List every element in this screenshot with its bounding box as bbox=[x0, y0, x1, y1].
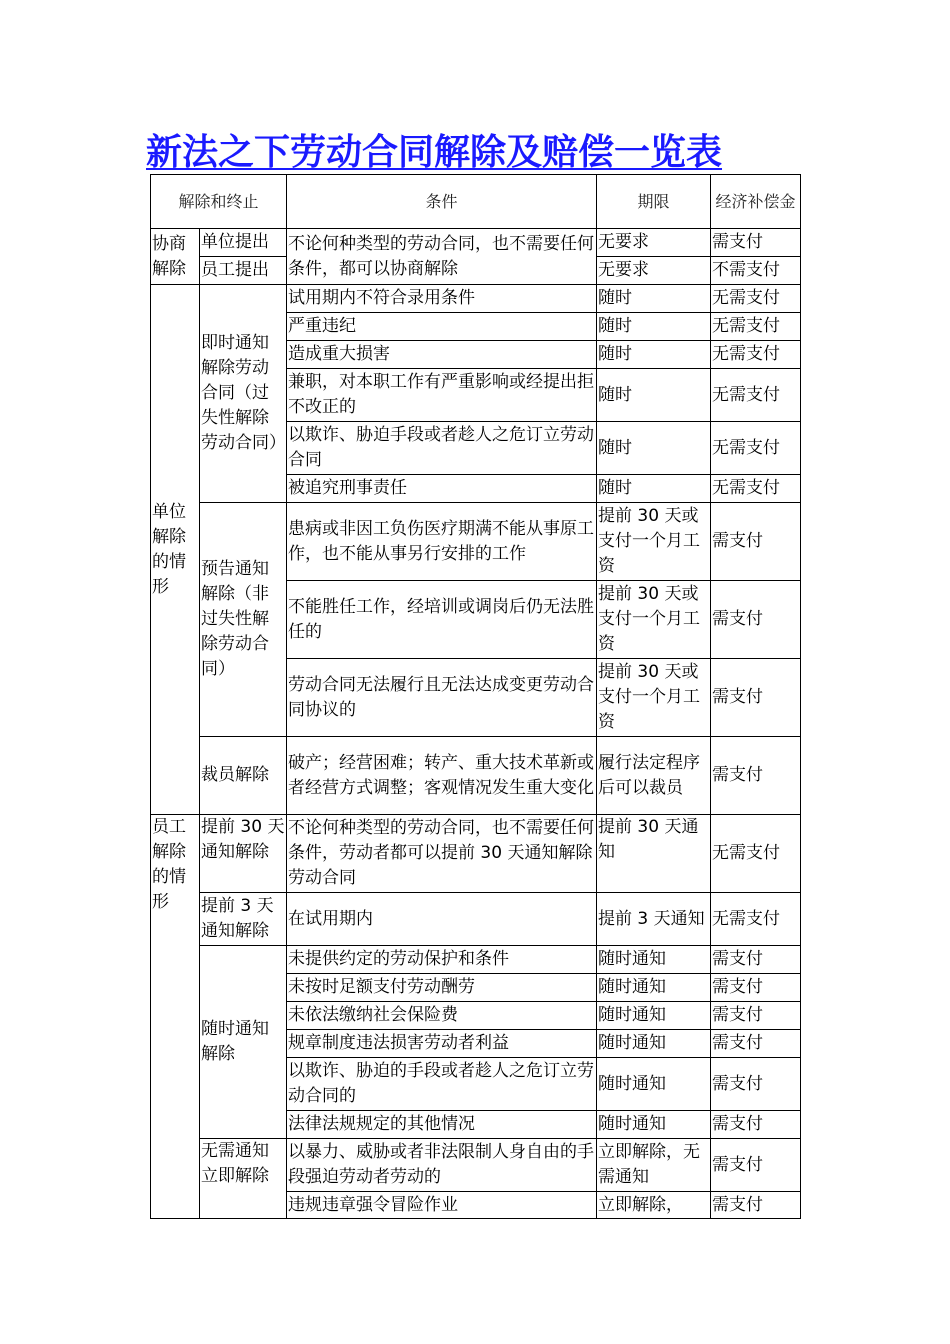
condition-cell: 以欺诈、胁迫的手段或者趁人之危订立劳动合同的 bbox=[287, 1058, 597, 1111]
period-cell: 提前 30 天或支付一个月工资 bbox=[597, 659, 711, 737]
header-compensation: 经济补偿金 bbox=[711, 175, 801, 229]
period-cell: 提前 30 天或支付一个月工资 bbox=[597, 581, 711, 659]
table-row bbox=[151, 285, 801, 313]
period-cell: 随时 bbox=[597, 475, 711, 503]
period-cell: 随时 bbox=[597, 285, 711, 313]
compensation-cell: 需支付 bbox=[711, 229, 801, 257]
condition-cell: 不论何种类型的劳动合同，也不需要任何条件，劳动者都可以提前 30 天通知解除劳动合同 bbox=[287, 815, 597, 893]
period-cell: 提前 3 天通知 bbox=[597, 893, 711, 946]
condition-cell: 在试用期内 bbox=[287, 893, 597, 946]
subgroup-emp-anytime: 随时通知解除 bbox=[200, 946, 287, 1139]
condition-cell: 造成重大损害 bbox=[287, 341, 597, 369]
subgroup-unit-propose: 单位提出 bbox=[200, 229, 287, 257]
period-cell: 立即解除，无需通知 bbox=[597, 1139, 711, 1192]
header-type: 解除和终止 bbox=[151, 175, 287, 229]
period-cell: 履行法定程序后可以裁员 bbox=[597, 737, 711, 815]
condition-cell: 患病或非因工负伤医疗期满不能从事原工作，也不能从事另行安排的工作 bbox=[287, 503, 597, 581]
condition-cell: 严重违纪 bbox=[287, 313, 597, 341]
condition-cell: 未依法缴纳社会保险费 bbox=[287, 1002, 597, 1030]
period-cell: 随时 bbox=[597, 369, 711, 422]
group-negotiate: 协商解除 bbox=[151, 229, 200, 285]
group-unit: 单位解除的情形 bbox=[151, 285, 200, 815]
condition-cell: 兼职，对本职工作有严重影响或经提出拒不改正的 bbox=[287, 369, 597, 422]
page-title[interactable]: 新法之下劳动合同解除及赔偿一览表 bbox=[146, 131, 723, 173]
compensation-cell: 无需支付 bbox=[711, 815, 801, 893]
period-cell: 随时通知 bbox=[597, 974, 711, 1002]
period-cell: 随时通知 bbox=[597, 1002, 711, 1030]
compensation-cell: 需支付 bbox=[711, 1111, 801, 1139]
condition-cell: 以欺诈、胁迫手段或者趁人之危订立劳动合同 bbox=[287, 422, 597, 475]
compensation-cell: 需支付 bbox=[711, 1139, 801, 1192]
table-row bbox=[151, 1139, 801, 1192]
condition-cell: 违规违章强令冒险作业 bbox=[287, 1192, 597, 1219]
condition-cell: 未按时足额支付劳动酬劳 bbox=[287, 974, 597, 1002]
subgroup-layoff: 裁员解除 bbox=[200, 737, 287, 815]
condition-cell: 法律法规规定的其他情况 bbox=[287, 1111, 597, 1139]
compensation-cell: 无需支付 bbox=[711, 893, 801, 946]
period-cell: 随时通知 bbox=[597, 946, 711, 974]
table-row bbox=[151, 815, 801, 893]
compensation-cell: 无需支付 bbox=[711, 369, 801, 422]
condition-cell: 不能胜任工作，经培训或调岗后仍无法胜任的 bbox=[287, 581, 597, 659]
subgroup-emp-no-notice: 无需通知立即解除 bbox=[200, 1139, 287, 1219]
table-row bbox=[151, 503, 801, 581]
period-cell: 无要求 bbox=[597, 257, 711, 285]
period-cell: 提前 30 天或支付一个月工资 bbox=[597, 503, 711, 581]
compensation-cell: 需支付 bbox=[711, 581, 801, 659]
compensation-cell: 需支付 bbox=[711, 659, 801, 737]
condition-cell: 不论何种类型的劳动合同，也不需要任何条件，都可以协商解除 bbox=[287, 229, 597, 285]
compensation-cell: 需支付 bbox=[711, 974, 801, 1002]
table-row bbox=[151, 893, 801, 946]
subgroup-emp-30: 提前 30 天通知解除 bbox=[200, 815, 287, 893]
period-cell: 随时 bbox=[597, 313, 711, 341]
period-cell: 无要求 bbox=[597, 229, 711, 257]
compensation-cell: 需支付 bbox=[711, 1030, 801, 1058]
subgroup-employee-propose: 员工提出 bbox=[200, 257, 287, 285]
compensation-table bbox=[150, 174, 801, 1219]
compensation-cell: 无需支付 bbox=[711, 475, 801, 503]
condition-cell: 未提供约定的劳动保护和条件 bbox=[287, 946, 597, 974]
table-row bbox=[151, 229, 801, 257]
compensation-cell: 不需支付 bbox=[711, 257, 801, 285]
period-cell: 随时通知 bbox=[597, 1058, 711, 1111]
period-cell: 随时通知 bbox=[597, 1030, 711, 1058]
period-cell: 立即解除， bbox=[597, 1192, 711, 1219]
subgroup-notice: 预告通知解除（非过失性解除劳动合同） bbox=[200, 503, 287, 737]
compensation-cell: 需支付 bbox=[711, 737, 801, 815]
compensation-cell: 无需支付 bbox=[711, 285, 801, 313]
subgroup-emp-3: 提前 3 天通知解除 bbox=[200, 893, 287, 946]
condition-cell: 被追究刑事责任 bbox=[287, 475, 597, 503]
period-cell: 随时通知 bbox=[597, 1111, 711, 1139]
subgroup-immediate: 即时通知解除劳动合同（过失性解除劳动合同） bbox=[200, 285, 287, 503]
table-row bbox=[151, 737, 801, 815]
group-employee: 员工解除的情形 bbox=[151, 815, 200, 1219]
period-cell: 随时 bbox=[597, 422, 711, 475]
compensation-cell: 需支付 bbox=[711, 1058, 801, 1111]
period-cell: 提前 30 天通知 bbox=[597, 815, 711, 893]
condition-cell: 破产；经营困难；转产、重大技术革新或者经营方式调整；客观情况发生重大变化 bbox=[287, 737, 597, 815]
header-condition: 条件 bbox=[287, 175, 597, 229]
table-row bbox=[151, 946, 801, 974]
condition-cell: 规章制度违法损害劳动者利益 bbox=[287, 1030, 597, 1058]
compensation-cell: 需支付 bbox=[711, 946, 801, 974]
condition-cell: 试用期内不符合录用条件 bbox=[287, 285, 597, 313]
compensation-cell: 无需支付 bbox=[711, 313, 801, 341]
compensation-cell: 需支付 bbox=[711, 1002, 801, 1030]
period-cell: 随时 bbox=[597, 341, 711, 369]
compensation-cell: 需支付 bbox=[711, 503, 801, 581]
compensation-cell: 无需支付 bbox=[711, 422, 801, 475]
condition-cell: 劳动合同无法履行且无法达成变更劳动合同协议的 bbox=[287, 659, 597, 737]
header-period: 期限 bbox=[597, 175, 711, 229]
header-row bbox=[151, 175, 801, 229]
condition-cell: 以暴力、威胁或者非法限制人身自由的手段强迫劳动者劳动的 bbox=[287, 1139, 597, 1192]
compensation-cell: 需支付 bbox=[711, 1192, 801, 1219]
compensation-cell: 无需支付 bbox=[711, 341, 801, 369]
